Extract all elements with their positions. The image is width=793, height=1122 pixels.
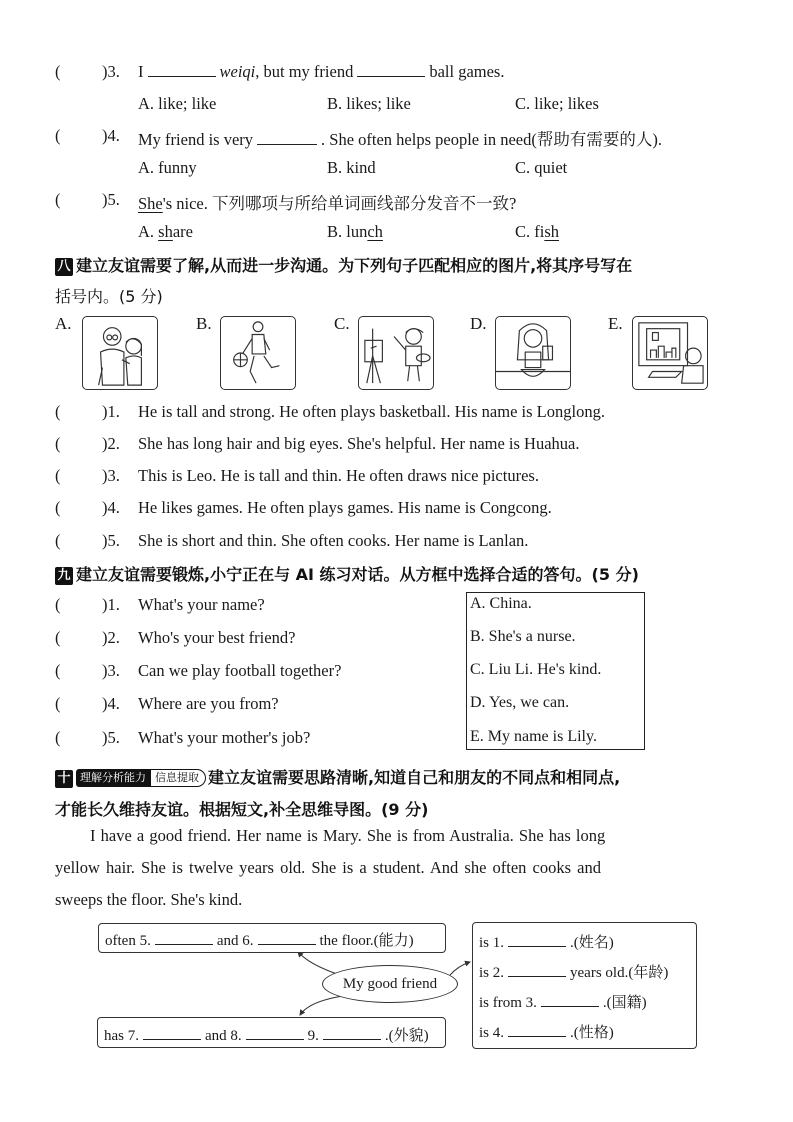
passage-line-2: yellow hair. She is twelve years old. She is a student. And she often cooks and bbox=[55, 858, 601, 877]
answer-paren-open: ( bbox=[55, 190, 61, 209]
appearance-box: has 7. and 8. 9. .(外貌) bbox=[97, 1017, 446, 1048]
answer-paren-open[interactable]: ( bbox=[55, 661, 61, 680]
section-heading: 十 理解分析能力 信息提取 建立友谊需要思路清晰,知道自己和朋友的不同点和相同点, bbox=[55, 765, 620, 788]
question-text: Who's your best friend? bbox=[138, 628, 296, 647]
section-heading-cont: 才能长久维持友谊。根据短文,补全思维导图。(9 分) bbox=[55, 800, 429, 819]
answer-blank-4[interactable] bbox=[508, 1025, 566, 1037]
mind-map-center: My good friend bbox=[322, 965, 458, 1003]
question-text: What's your mother's job? bbox=[138, 728, 311, 747]
arrow-to-appearance bbox=[300, 995, 350, 1015]
question-number: )4. bbox=[102, 126, 120, 145]
answer-paren-open[interactable]: ( bbox=[55, 466, 61, 485]
answer-paren-open[interactable]: ( bbox=[55, 694, 61, 713]
answer-blank-7[interactable] bbox=[143, 1028, 201, 1040]
option-b: B. likes; like bbox=[327, 94, 411, 113]
section-heading-cont: 括号内。(5 分) bbox=[55, 287, 163, 306]
passage-line-3: sweeps the floor. She's kind. bbox=[55, 890, 243, 909]
option-a: A. like; like bbox=[138, 94, 217, 113]
option-b: B. kind bbox=[327, 158, 376, 177]
ability-box: often 5. and 6. the floor.(能力) bbox=[98, 923, 446, 953]
boy-playing-computer-game-icon bbox=[632, 316, 708, 390]
question-text: She's nice. 下列哪项与所给单词画线部分发音不一致? bbox=[138, 194, 517, 213]
question-text: What's your name? bbox=[138, 595, 265, 614]
elderly-man-and-girl-icon bbox=[82, 316, 158, 390]
answer-option-b: B. She's a nurse. bbox=[470, 628, 576, 645]
answer-option-d: D. Yes, we can. bbox=[470, 694, 570, 711]
question-number: )3. bbox=[102, 62, 120, 81]
option-c: C. quiet bbox=[515, 158, 568, 177]
answer-paren-open[interactable]: ( bbox=[55, 628, 61, 647]
answer-paren-open: ( bbox=[55, 62, 61, 81]
personal-info-box: is 1. .(姓名) is 2. years old.(年龄) is from 3. .(国籍) is 4. .(性格) bbox=[472, 922, 697, 1049]
answer-blank[interactable] bbox=[148, 63, 216, 77]
girl-cooking-icon bbox=[495, 316, 571, 390]
item-text: This is Leo. He is tall and thin. He often draws nice pictures. bbox=[138, 466, 539, 485]
section-number-badge: 八 bbox=[55, 258, 73, 276]
question-number: )2. bbox=[102, 628, 120, 647]
answer-paren-open[interactable]: ( bbox=[55, 498, 61, 517]
item-text: She has long hair and big eyes. She's helpful. Her name is Huahua. bbox=[138, 434, 580, 453]
question-number: )1. bbox=[102, 595, 120, 614]
item-number: )4. bbox=[102, 498, 120, 517]
picture-label-d: D. bbox=[470, 314, 487, 333]
basketball-player-icon bbox=[220, 316, 296, 390]
item-number: )3. bbox=[102, 466, 120, 485]
arrow-to-info bbox=[450, 962, 470, 975]
arrow-to-ability bbox=[298, 952, 340, 975]
question-text: My friend is very . She often helps people in need(帮助有需要的人). bbox=[138, 130, 662, 149]
answer-blank-8[interactable] bbox=[246, 1028, 304, 1040]
answer-blank-2[interactable] bbox=[508, 965, 566, 977]
picture-label-c: C. bbox=[334, 314, 350, 333]
item-text: She is short and thin. She often cooks. Her name is Lanlan. bbox=[138, 531, 529, 550]
option-a: A. funny bbox=[138, 158, 197, 177]
answer-paren-open[interactable]: ( bbox=[55, 434, 61, 453]
question-number: )4. bbox=[102, 694, 120, 713]
answer-option-e: E. My name is Lily. bbox=[470, 728, 597, 745]
section-heading: 九 建立友谊需要锻炼,小宁正在与 AI 练习对话。从方框中选择合适的答句。(5 分) bbox=[55, 562, 639, 585]
answer-blank-3[interactable] bbox=[541, 995, 599, 1007]
option-c: C. like; likes bbox=[515, 94, 599, 113]
question-number: )5. bbox=[102, 728, 120, 747]
option-c: C. fish bbox=[515, 222, 560, 241]
answer-paren-open[interactable]: ( bbox=[55, 402, 61, 421]
question-text: Where are you from? bbox=[138, 694, 279, 713]
item-text: He is tall and strong. He often plays basketball. His name is Longlong. bbox=[138, 402, 605, 421]
answer-blank-1[interactable] bbox=[508, 935, 566, 947]
question-text: Can we play football together? bbox=[138, 661, 342, 680]
question-number: )3. bbox=[102, 661, 120, 680]
item-number: )5. bbox=[102, 531, 120, 550]
option-a: A. share bbox=[138, 222, 193, 241]
answer-paren-open[interactable]: ( bbox=[55, 595, 61, 614]
answer-options-box bbox=[466, 592, 645, 750]
skill-tag: 理解分析能力 bbox=[76, 769, 150, 787]
skill-subtag: 信息提取 bbox=[150, 769, 206, 787]
answer-option-a: A. China. bbox=[470, 595, 532, 612]
answer-option-c: C. Liu Li. He's kind. bbox=[470, 661, 602, 678]
section-number-badge: 九 bbox=[55, 567, 73, 585]
answer-paren-open: ( bbox=[55, 126, 61, 145]
picture-label-a: A. bbox=[55, 314, 72, 333]
item-number: )2. bbox=[102, 434, 120, 453]
question-number: )5. bbox=[102, 190, 120, 209]
section-heading: 八 建立友谊需要了解,从而进一步沟通。为下列句子匹配相应的图片,将其序号写在 bbox=[55, 253, 632, 276]
item-number: )1. bbox=[102, 402, 120, 421]
answer-paren-open[interactable]: ( bbox=[55, 531, 61, 550]
passage-line-1: I have a good friend. Her name is Mary. She is from Australia. She has long bbox=[90, 826, 606, 845]
boy-painting-icon bbox=[358, 316, 434, 390]
section-number-badge: 十 bbox=[55, 770, 73, 788]
answer-blank[interactable] bbox=[357, 63, 425, 77]
answer-paren-open[interactable]: ( bbox=[55, 728, 61, 747]
picture-label-e: E. bbox=[608, 314, 623, 333]
answer-blank[interactable] bbox=[257, 131, 317, 145]
answer-blank-5[interactable] bbox=[155, 933, 213, 945]
option-b: B. lunch bbox=[327, 222, 383, 241]
question-text: I weiqi, but my friend ball games. bbox=[138, 62, 505, 81]
answer-blank-9[interactable] bbox=[323, 1028, 381, 1040]
item-text: He likes games. He often plays games. His name is Congcong. bbox=[138, 498, 552, 517]
picture-label-b: B. bbox=[196, 314, 212, 333]
answer-blank-6[interactable] bbox=[258, 933, 316, 945]
